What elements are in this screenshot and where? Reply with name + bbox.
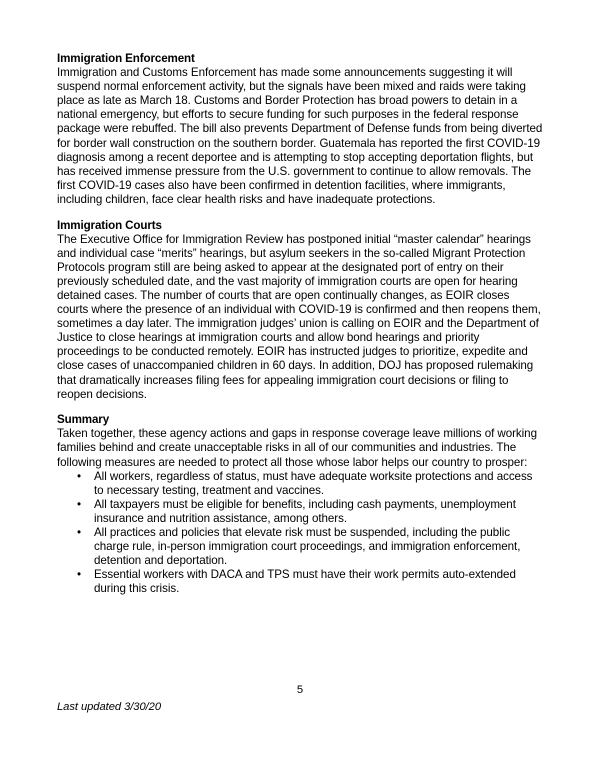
section-heading-immigration-enforcement: Immigration Enforcement	[57, 52, 195, 65]
page-number: 5	[296, 684, 304, 696]
list-item	[57, 568, 543, 596]
bullet-point-icon: •	[77, 497, 82, 511]
section-body-immigration-courts: The Executive Office for Immigration Review has postponed initial “master calendar” hearings and individual case “merits” hearings, but asylum seekers in the so-called Migrant Protection Protocols program still are being asked to appear at the designated port of entry on their previously scheduled date, and the vast majority of immigration courts are open for hearing detained cases. The number of courts that are open continually changes, as EOIR closes courts where the presence of an individual with COVID-19 is confirmed and then reopens them, sometimes a day later. The immigration judges’ union is calling on EOIR and the Department of Justice to close hearings at immigration courts and allow bond hearings and priority proceedings to be conducted remotely. EOIR has instructed judges to prioritize, expedite and close cases of unaccompanied children in 60 days. In addition, DOJ has proposed rulemaking that dramatically increases filing fees for appealing immigration court decisions or filing to reopen decisions.	[57, 232, 541, 401]
bullet-point-icon: •	[77, 568, 82, 582]
list-item-text: Essential workers with DACA and TPS must have their work permits auto-extended during this crisis.	[94, 568, 516, 596]
list-item-text: All workers, regardless of status, must have adequate worksite protections and access to necessary testing, treatment and vaccines.	[94, 469, 533, 497]
summary-bullet-list	[57, 470, 543, 597]
section-immigration-enforcement	[57, 52, 543, 207]
list-item	[57, 526, 543, 568]
section-summary	[57, 413, 543, 596]
footer-last-updated: Last updated 3/30/20	[57, 701, 162, 713]
list-item	[57, 498, 543, 526]
section-body-immigration-enforcement: Immigration and Customs Enforcement has made some announcements suggesting it will suspend normal enforcement activity, but the signals have been mixed and raids were taking place as late as March 18. Customs and Border Protection has broad powers to detain in a national emergency, but efforts to secure funding for such purposes in the federal response package were rebuffed. The bill also prevents Department of Defense funds from being diverted for border wall construction on the southern border. Guatemala has reported the first COVID-19 diagnosis among a recent deportee and is attempting to stop accepting deportation flights, but has received immense pressure from the U.S. government to continue to allow removals. The first COVID-19 cases also have been confirmed in detention facilities, where immigrants, including children, face clear health risks and have inadequate protections.	[57, 66, 543, 206]
section-heading-immigration-courts: Immigration Courts	[57, 218, 162, 232]
list-item	[57, 470, 543, 498]
section-immigration-courts	[57, 219, 543, 402]
bullet-point-icon: •	[77, 469, 82, 483]
section-heading-summary: Summary	[57, 413, 110, 427]
list-item-text: All taxpayers must be eligible for benefits, including cash payments, unemployment insurance and nutrition assistance, among others.	[94, 497, 516, 525]
section-body-summary: Taken together, these agency actions and gaps in response coverage leave millions of working families behind and create unacceptable risks in all of our communities and industries. The following measures are needed to protect all those whose labor helps our country to prosper:	[57, 427, 537, 469]
bullet-point-icon: •	[77, 526, 82, 539]
list-item-text: All practices and policies that elevate risk must be suspended, including the public charge rule, in-person immigration court proceedings, and immigration enforcement, detention and deportation.	[94, 526, 521, 568]
document-body	[57, 52, 543, 596]
